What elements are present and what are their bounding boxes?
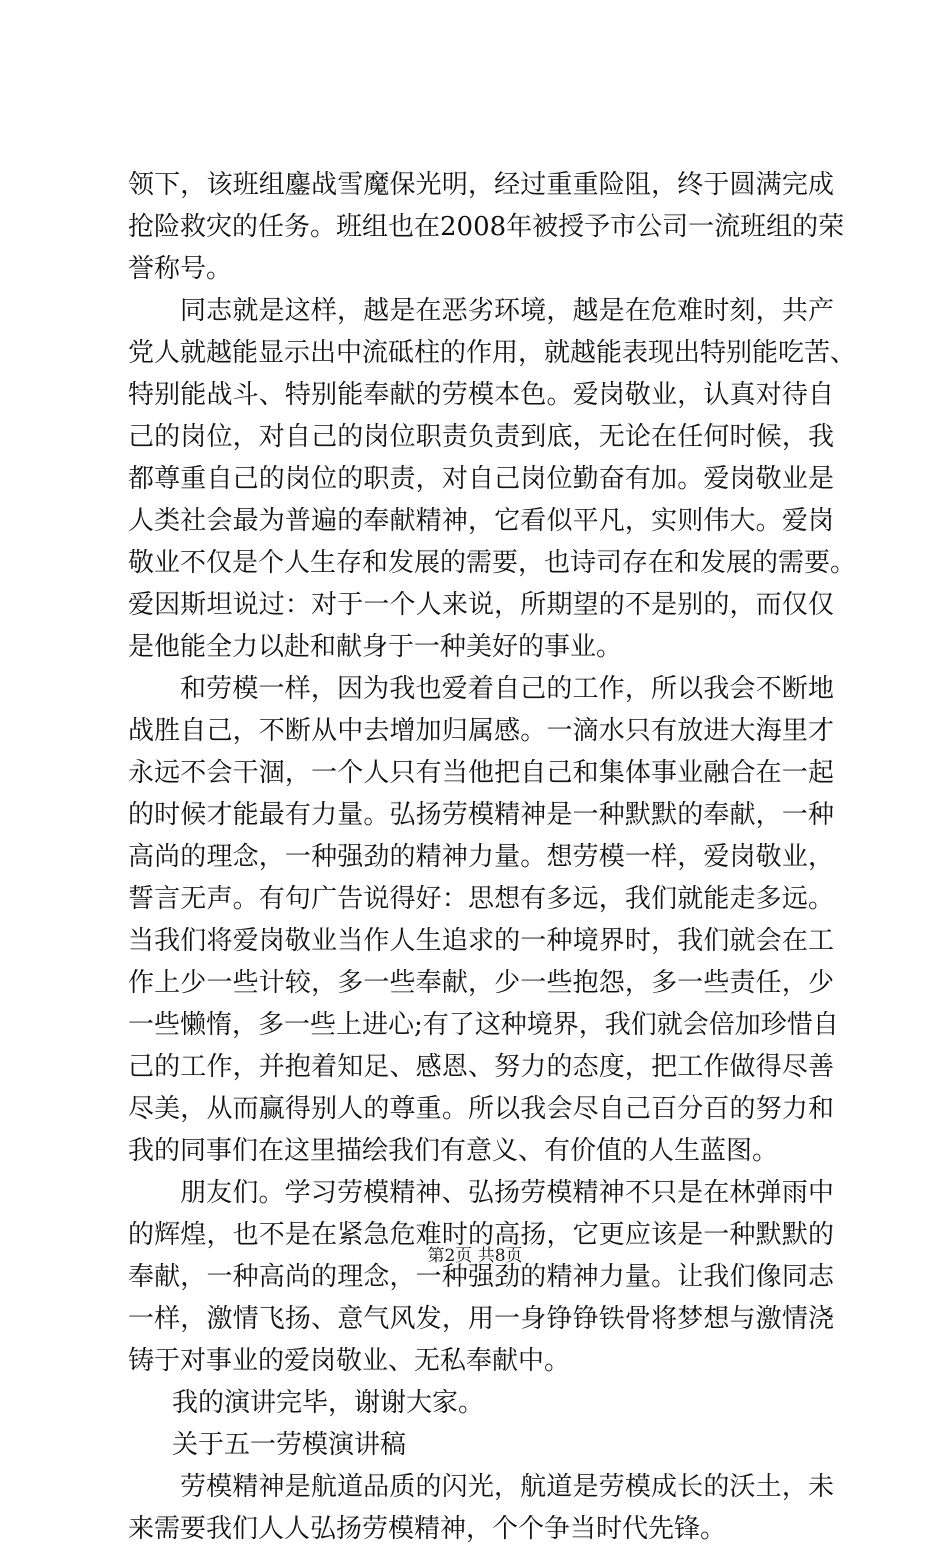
text-line: 己的岗位，对自己的岗位职责负责到底，无论在任何时候，我 <box>128 422 834 452</box>
text-line: 来需要我们人人弘扬劳模精神，个个争当时代先锋。 <box>128 1514 727 1544</box>
text-line: 作上少一些计较，多一些奉献，少一些抱怨，多一些责任，少 <box>128 968 834 998</box>
page-footer: 第2页 共8页 <box>427 1246 523 1266</box>
text-line: 和劳模一样，因为我也爱着自己的工作，所以我会不断地 <box>180 674 834 704</box>
text-line: 关于五一劳模演讲稿 <box>172 1430 407 1460</box>
text-line: 朋友们。学习劳模精神、弘扬劳模精神不只是在林弹雨中 <box>180 1178 834 1208</box>
text-line: 尽美，从而赢得别人的尊重。所以我会尽自己百分百的努力和 <box>128 1094 834 1124</box>
text-line: 都尊重自己的岗位的职责，对自己岗位勤奋有加。爱岗敬业是 <box>128 464 834 494</box>
text-line: 高尚的理念，一种强劲的精神力量。想劳模一样，爱岗敬业， <box>128 842 834 872</box>
text-line: 奉献，一种高尚的理念，一种强劲的精神力量。让我们像同志 <box>128 1262 834 1292</box>
text-line: 人类社会最为普遍的奉献精神，它看似平凡，实则伟大。爱岗 <box>128 506 834 536</box>
text-line: 誓言无声。有句广告说得好：思想有多远，我们就能走多远。 <box>128 884 834 914</box>
text-line: 党人就越能显示出中流砥柱的作用，就越能表现出特别能吃苦、 <box>128 338 857 368</box>
text-line: 己的工作，并抱着知足、感恩、努力的态度，把工作做得尽善 <box>128 1052 834 1082</box>
document-body <box>128 164 857 1550</box>
text-line: 爱因斯坦说过：对于一个人来说，所期望的不是别的，而仅仅 <box>128 590 834 620</box>
text-line: 铸于对事业的爱岗敬业、无私奉献中。 <box>128 1346 571 1376</box>
text-line: 一样，激情飞扬、意气风发，用一身铮铮铁骨将梦想与激情浇 <box>128 1304 834 1334</box>
text-line: 当我们将爱岗敬业当作人生追求的一种境界时，我们就会在工 <box>128 926 834 956</box>
text-line: 的辉煌，也不是在紧急危难时的高扬，它更应该是一种默默的 <box>128 1220 834 1250</box>
text-line: 誉称号。 <box>128 254 233 284</box>
text-line: 敬业不仅是个人生存和发展的需要，也诗司存在和发展的需要。 <box>128 548 857 578</box>
text-line: 永远不会干涸，一个人只有当他把自己和集体事业融合在一起 <box>128 758 834 788</box>
text-line: 我的同事们在这里描绘我们有意义、有价值的人生蓝图。 <box>128 1136 779 1166</box>
text-line: 一些懒惰，多一些上进心;有了这种境界，我们就会倍加珍惜自 <box>128 1010 839 1040</box>
text-line: 战胜自己，不断从中去增加归属感。一滴水只有放进大海里才 <box>128 716 834 746</box>
text-line: 的时候才能最有力量。弘扬劳模精神是一种默默的奉献，一种 <box>128 800 834 830</box>
text-line: 抢险救灾的任务。班组也在2008年被授予市公司一流班组的荣 <box>128 212 845 242</box>
text-line: 劳模精神是航道品质的闪光，航道是劳模成长的沃土，未 <box>180 1472 834 1502</box>
text-line: 领下，该班组鏖战雪魔保光明，经过重重险阻，终于圆满完成 <box>128 170 834 200</box>
text-line: 我的演讲完毕，谢谢大家。 <box>172 1388 485 1418</box>
text-line: 同志就是这样，越是在恶劣环境，越是在危难时刻，共产 <box>180 296 834 326</box>
text-line: 特别能战斗、特别能奉献的劳模本色。爱岗敬业，认真对待自 <box>128 380 834 410</box>
text-line: 是他能全力以赴和献身于一种美好的事业。 <box>128 632 623 662</box>
